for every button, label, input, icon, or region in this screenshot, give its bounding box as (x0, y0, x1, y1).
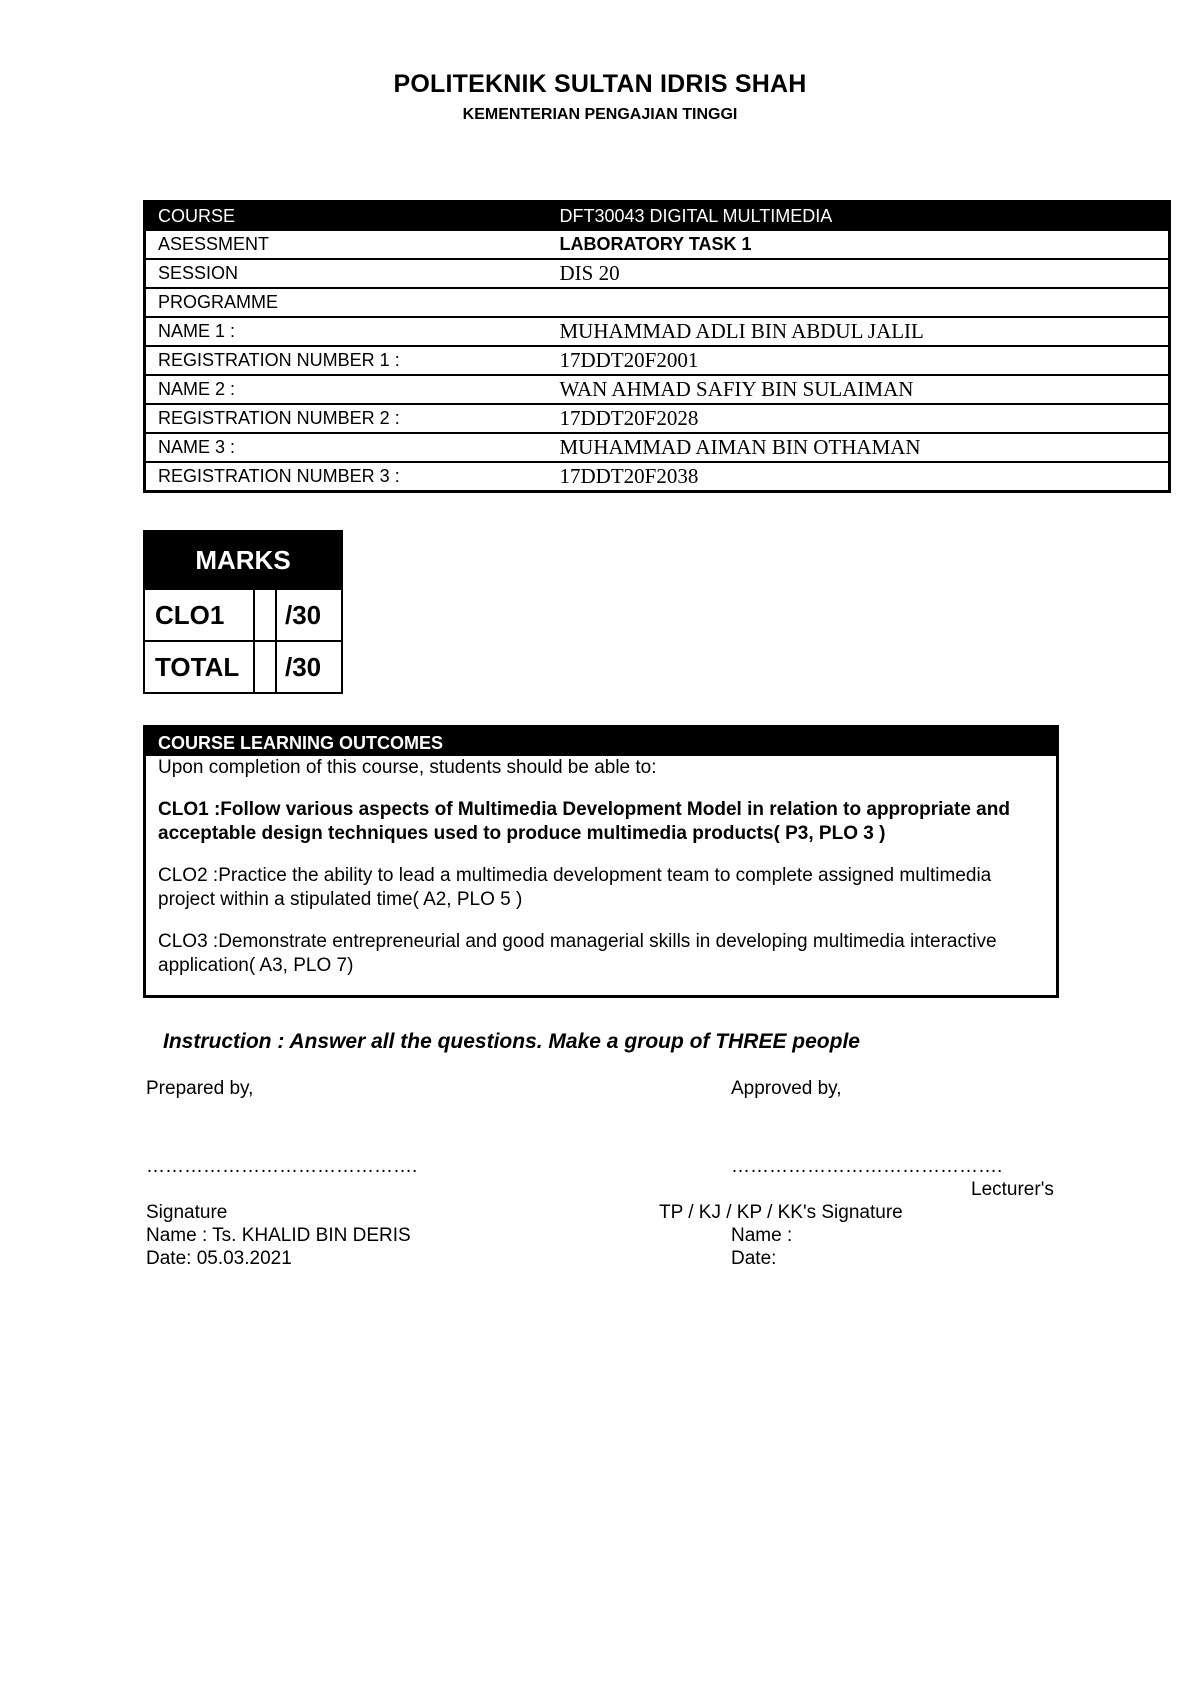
marks-label: CLO1 (144, 589, 254, 641)
info-row-session (145, 259, 1170, 288)
info-label: ASESSMENT (145, 230, 548, 259)
info-label: NAME 1 : (145, 317, 548, 346)
approved-date: Date: (731, 1248, 777, 1269)
info-value: 17DDT20F2028 (548, 404, 1170, 433)
marks-score-field (254, 641, 276, 693)
instruction-text: Instruction : Answer all the questions. Make a group of THREE people (163, 1030, 860, 1053)
ministry-subtitle: KEMENTERIAN PENGAJIAN TINGGI (462, 106, 738, 123)
info-value: 17DDT20F2038 (548, 462, 1170, 492)
clo-intro: Upon completion of this course, students should be able to: (158, 757, 657, 778)
info-value: MUHAMMAD AIMAN BIN OTHAMAN (548, 433, 1170, 462)
info-row-registration-1 (145, 346, 1170, 375)
info-row-name-3 (145, 433, 1170, 462)
approved-signature-line: ……………………………………. (731, 1156, 1003, 1177)
info-row-course (145, 202, 1170, 231)
info-label: NAME 2 : (145, 375, 548, 404)
marks-row-clo1 (144, 589, 342, 641)
approved-name: Name : (731, 1225, 793, 1246)
info-label: NAME 3 : (145, 433, 548, 462)
prepared-by-label: Prepared by, (146, 1078, 254, 1099)
info-label: PROGRAMME (145, 288, 548, 317)
marks-label: TOTAL (144, 641, 254, 693)
info-value: WAN AHMAD SAFIY BIN SULAIMAN (548, 375, 1170, 404)
info-row-assessment (145, 230, 1170, 259)
prepared-name: Name : Ts. KHALID BIN DERIS (146, 1225, 411, 1246)
marks-title: MARKS (144, 531, 342, 589)
marks-max: /30 (276, 641, 342, 693)
approved-lecturer-label: Lecturer's (971, 1179, 1054, 1200)
info-label: COURSE (145, 202, 548, 231)
approved-by-label: Approved by, (731, 1078, 842, 1099)
info-label: REGISTRATION NUMBER 3 : (145, 462, 548, 492)
clo-item-1: CLO1 :Follow various aspects of Multimedia Development Model in relation to appropriate and acceptable design techniques used to produce multimedia products( P3, PLO 3 ) (158, 799, 1010, 844)
info-value: MUHAMMAD ADLI BIN ABDUL JALIL (548, 317, 1170, 346)
clo-item-2: CLO2 :Practice the ability to lead a multimedia development team to complete assigned multimedia project within a stipulated time( A2, PLO 5 ) (158, 865, 992, 910)
info-row-name-2 (145, 375, 1170, 404)
info-value (548, 288, 1170, 317)
info-value: DIS 20 (548, 259, 1170, 288)
info-value: DFT30043 DIGITAL MULTIMEDIA (548, 202, 1170, 231)
marks-row-total (144, 641, 342, 693)
info-row-registration-3 (145, 462, 1170, 492)
info-label: REGISTRATION NUMBER 1 : (145, 346, 548, 375)
info-row-registration-2 (145, 404, 1170, 433)
info-value: 17DDT20F2001 (548, 346, 1170, 375)
info-row-programme (145, 288, 1170, 317)
clo-item-3: CLO3 :Demonstrate entrepreneurial and good managerial skills in developing multimedia interactive application( A3, PLO 7) (158, 931, 997, 976)
prepared-date: Date: 05.03.2021 (146, 1248, 292, 1269)
info-label: SESSION (145, 259, 548, 288)
prepared-signature-label: Signature (146, 1202, 228, 1223)
clo-title: COURSE LEARNING OUTCOMES (146, 728, 1056, 756)
marks-max: /30 (276, 589, 342, 641)
institution-title: POLITEKNIK SULTAN IDRIS SHAH (393, 70, 807, 98)
course-learning-outcomes-box (143, 725, 1059, 998)
clo-body (146, 756, 1056, 978)
marks-header-row (144, 531, 342, 589)
prepared-signature-line: ……………………………………. (146, 1156, 418, 1177)
marks-table (143, 530, 343, 694)
info-label: REGISTRATION NUMBER 2 : (145, 404, 548, 433)
assessment-info-table (143, 200, 1171, 493)
info-value: LABORATORY TASK 1 (548, 230, 1170, 259)
marks-score-field (254, 589, 276, 641)
info-row-name-1 (145, 317, 1170, 346)
approved-signature-label: TP / KJ / KP / KK's Signature (659, 1202, 903, 1223)
